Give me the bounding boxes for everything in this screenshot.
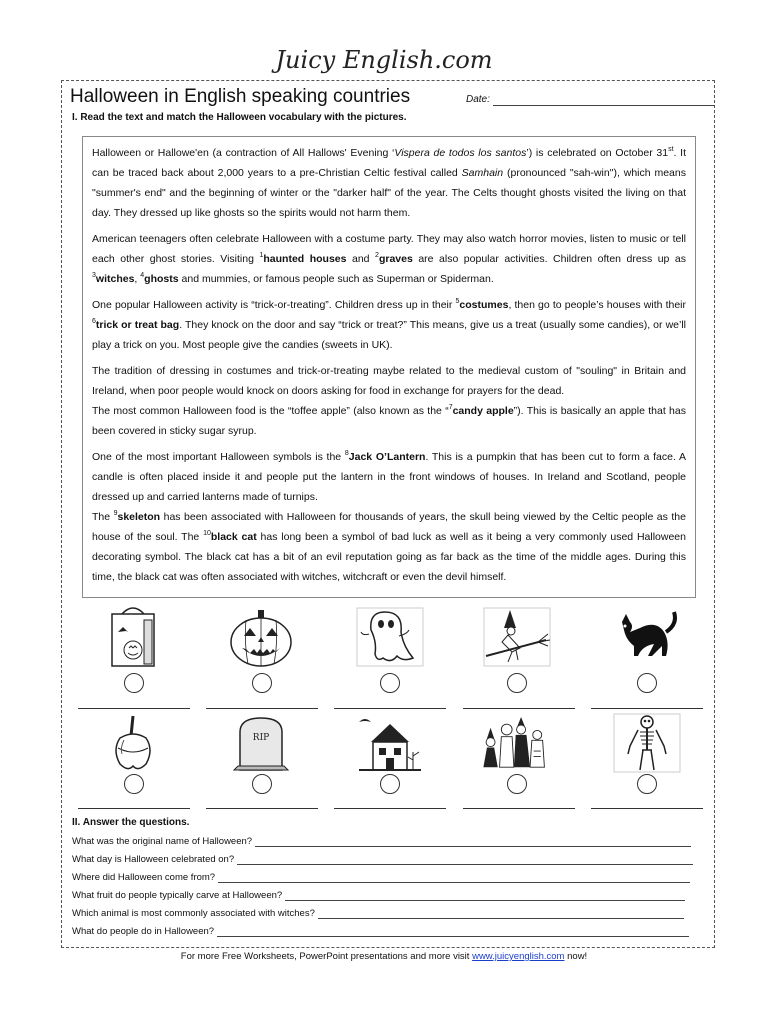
witch-icon xyxy=(482,606,552,668)
vocab-witches: witches xyxy=(95,273,135,285)
answer-line[interactable] xyxy=(591,808,703,809)
answer-circle[interactable] xyxy=(637,673,657,693)
instruction: I. Read the text and match the Halloween vocabulary with the pictures. xyxy=(72,112,407,123)
answer-circle[interactable] xyxy=(380,774,400,794)
answer-field[interactable] xyxy=(217,927,689,937)
paragraph-4: The tradition of dressing in costumes and trick-or-treating maybe related to the medieval custom of "souling" in Britain and Ireland, when poor people would knock on doors asking for food in exchange for prayers for the dead. xyxy=(92,365,686,397)
date-label: Date: xyxy=(466,94,490,105)
answer-field[interactable] xyxy=(237,855,693,865)
answer-circle[interactable] xyxy=(124,673,144,693)
candy-apple-icon xyxy=(98,712,168,774)
answer-field[interactable] xyxy=(255,837,691,847)
footer: For more Free Worksheets, PowerPoint presentations and more visit www.juicyenglish.com now! xyxy=(180,951,588,962)
costumes-icon xyxy=(478,712,548,774)
question-text: What do people do in Halloween? xyxy=(72,926,215,937)
answer-line[interactable] xyxy=(591,708,703,709)
page-title: Halloween in English speaking countries xyxy=(70,86,411,107)
answer-circle[interactable] xyxy=(637,774,657,794)
answer-line[interactable] xyxy=(334,808,446,809)
answer-circle[interactable] xyxy=(252,673,272,693)
question-row xyxy=(72,908,684,919)
vocab-costumes: costumes xyxy=(459,299,509,311)
answer-circle[interactable] xyxy=(507,774,527,794)
question-text: What day is Halloween celebrated on? xyxy=(72,854,235,865)
answer-circle[interactable] xyxy=(124,774,144,794)
paragraph-3: One popular Halloween activity is “trick-or-treating”. Children dress up in their $^5$costumes, then go to people’s houses with their $^6$trick or treat bag. They knock on the door and say “trick or treat?” This means, give us a treat (usually some candies), or we’ll play a trick on you. Most people give the candies (sweets in UK). xyxy=(92,298,686,351)
question-row xyxy=(72,854,693,865)
answer-field[interactable] xyxy=(285,891,685,901)
paragraph-6: One of the most important Halloween symbols is the $^8$Jack O’Lantern. This is a pumpkin that has been cut to form a face. A candle is often placed inside it and people put the lantern in the front windows of houses. In Ireland and Scotland, people dressed up and carried lanterns made of turnips. xyxy=(92,450,686,503)
question-row xyxy=(72,926,689,937)
vocab-black-cat: black cat xyxy=(210,531,257,543)
answer-line[interactable] xyxy=(78,808,190,809)
reading-text xyxy=(82,136,696,598)
answer-line[interactable] xyxy=(78,708,190,709)
section-2-title: II. Answer the questions. xyxy=(72,817,190,828)
vocab-ghosts: ghosts xyxy=(144,273,179,285)
question-text: Which animal is most commonly associated with witches? xyxy=(72,908,315,919)
vocab-haunted-houses: haunted houses xyxy=(263,253,347,265)
paragraph-1: Halloween or Hallowe'en (a contraction of All Hallows' Evening ‘Vispera de todos los santos’) is celebrated on October 31st. It can be traced back about 2,000 years to a pre-Christian Celtic festival called Samhain (pronounced "sah-win"), which means "summer's end" and the beginning of winter or the "darker half" of the year. The Celts thought ghosts visited the living on that day. They dressed up like ghosts so the spirits would not harm them. xyxy=(92,146,687,219)
tombstone-text: RIP xyxy=(252,733,270,743)
question-row xyxy=(72,872,690,883)
answer-field[interactable] xyxy=(318,909,684,919)
answer-line[interactable] xyxy=(206,708,318,709)
answer-line[interactable] xyxy=(463,708,575,709)
paragraph-5: The most common Halloween food is the “toffee apple” (also known as the “$^7$candy apple”). This is basically an apple that has been covered in sticky sugar syrup. xyxy=(92,404,686,437)
answer-circle[interactable] xyxy=(507,673,527,693)
question-text: Where did Halloween come from? xyxy=(72,872,216,883)
ghost-icon xyxy=(355,606,425,668)
trick-or-treat-bag-icon xyxy=(98,606,168,668)
website-link[interactable]: www.juicyenglish.com xyxy=(472,951,565,962)
vocab-graves: graves xyxy=(378,253,413,265)
answer-line[interactable] xyxy=(463,808,575,809)
question-row xyxy=(72,890,685,901)
skeleton-icon xyxy=(612,712,682,774)
answer-field[interactable] xyxy=(218,873,690,883)
answer-line[interactable] xyxy=(334,708,446,709)
date-field[interactable] xyxy=(493,105,715,106)
vocab-jack-o-lantern: Jack O’Lantern xyxy=(348,451,426,463)
black-cat-icon xyxy=(612,606,682,668)
grave-icon xyxy=(226,712,296,774)
vocab-candy-apple: candy apple xyxy=(452,405,514,417)
question-text: What was the original name of Halloween? xyxy=(72,836,253,847)
answer-circle[interactable] xyxy=(380,673,400,693)
jack-o-lantern-icon xyxy=(226,606,296,668)
vocab-skeleton: skeleton xyxy=(117,511,161,523)
paragraph-2: American teenagers often celebrate Halloween with a costume party. They may also watch horror movies, listen to music or tell each other ghost stories. Visiting $^1$haunted houses and $^2$graves are also popular activities. Children often dress up as $^3$witches, $^4$ghosts and mummies, or famous people such as Superman or Spiderman. xyxy=(92,233,686,285)
question-row xyxy=(72,836,691,847)
answer-line[interactable] xyxy=(206,808,318,809)
haunted-house-icon xyxy=(355,712,425,774)
question-text: What fruit do people typically carve at Halloween? xyxy=(72,890,283,901)
vocab-trick-or-treat-bag: trick or treat bag xyxy=(95,319,180,331)
paragraph-7: The $^9$skeleton has been associated with Halloween for thousands of years, the skull being viewed by the Celtic people as the house of the soul. The $^{10}$black cat has long been a symbol of bad luck as well as it being a very commonly used Halloween decorating symbol. The black cat has a bit of an evil reputation going as far back as the time of the middle ages. During this time, the black cat was often associated with witches, witchcraft or even the devil himself. xyxy=(92,510,686,583)
site-logo: Juicy English.com xyxy=(275,46,493,74)
answer-circle[interactable] xyxy=(252,774,272,794)
